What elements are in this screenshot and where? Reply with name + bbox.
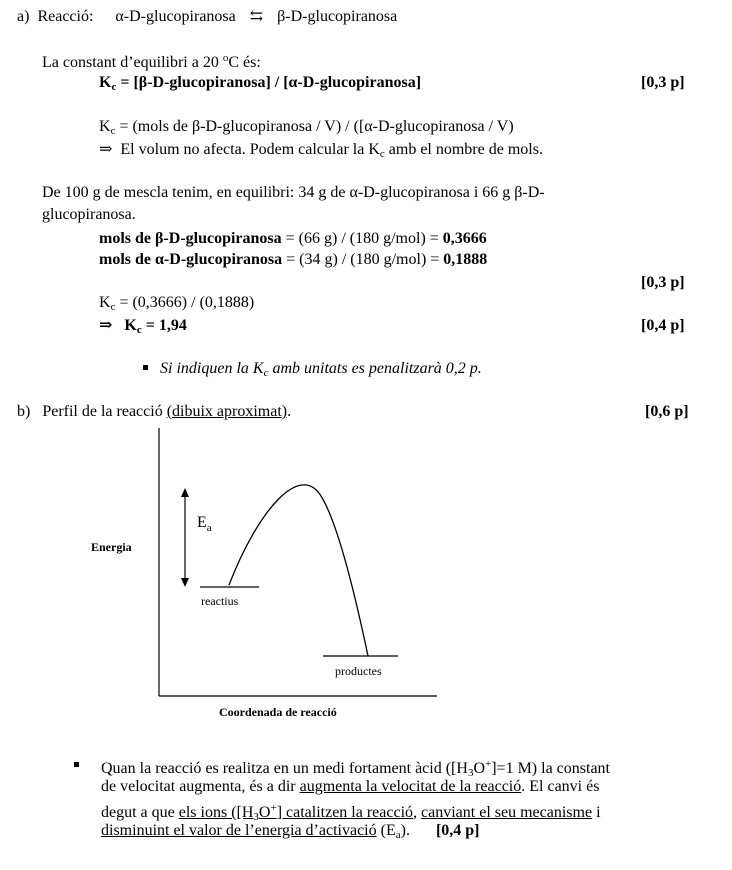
reactants-label: reactius	[201, 594, 239, 608]
mix-line-2: glucopiranosa.	[42, 206, 136, 223]
bullet-line-4: disminuint el valor de l’energia d’activació (Ea). [0,4 p]	[101, 822, 480, 841]
score-1: [0,3 p]	[641, 74, 685, 91]
alpha-reactant: α-D-glucopiranosa	[115, 8, 236, 25]
energy-curve	[229, 485, 368, 656]
kc-result-line: ⇒ Kc = 1,94	[99, 317, 187, 336]
mols-beta-line: mols de β-D-glucopiranosa = (66 g) / (180 g/mol) = 0,3666	[99, 230, 487, 247]
part-b-header: b) Perfil de la reacció (dibuix aproximat).	[17, 403, 292, 420]
implies-icon: ⇒	[99, 141, 113, 158]
bullet-square-icon	[74, 762, 79, 767]
ea-label: $E_a$	[197, 514, 212, 534]
kc-definition: Kc = [β-D-glucopiranosa] / [α-D-glucopiranosa]	[99, 74, 422, 93]
y-axis-label: Energia	[91, 540, 132, 554]
products-label: productes	[335, 664, 382, 678]
part-b-label: b)	[17, 403, 31, 420]
volume-line: ⇒ El volum no afecta. Podem calcular la Kc amb el nombre de mols.	[99, 141, 543, 160]
penalty-note: Si indiquen la Kc amb unitats es penalitzarà 0,2 p.	[143, 359, 482, 383]
mix-line-1: De 100 g de mescla tenim, en equilibri: 34 g de α-D-glucopiranosa i 66 g β-D-	[42, 184, 545, 201]
score-2: [0,3 p]	[641, 274, 685, 291]
ea-arrow-down-icon	[181, 578, 189, 587]
bullet-line-3: degut a que els ions ([H3O+] catalitzen la reacció, canviant el seu mecanisme i	[101, 802, 601, 823]
score-part-b: [0,6 p]	[645, 403, 689, 420]
implies-icon: ⇒	[99, 317, 113, 334]
kc-mols-line: Kc = (mols de β-D-glucopiranosa / V) / ([α-D-glucopiranosa / V)	[99, 118, 514, 137]
mols-alpha-line: mols de α-D-glucopiranosa = (34 g) / (180 g/mol) = 0,1888	[99, 251, 488, 268]
score-3: [0,4 p]	[641, 317, 685, 334]
score-bullet: [0,4 p]	[435, 822, 480, 839]
beta-product: β-D-glucopiranosa	[277, 8, 398, 25]
ea-arrow-up-icon	[181, 488, 189, 497]
part-a-label: a)	[17, 8, 30, 25]
approx-drawing-link: (dibuix aproximat)	[166, 403, 288, 420]
reaction-prefix: Reacció:	[37, 8, 94, 25]
bullet-line-1: Quan la reacció es realitza en un medi fortament àcid ([H3O+]=1 M) la constant	[101, 758, 610, 779]
const-intro-line: La constant d’equilibri a 20 $^o$C és:	[42, 52, 261, 71]
kc-calc-line: Kc = (0,3666) / (0,1888)	[99, 294, 255, 313]
equilibrium-arrow-icon: ⇆	[249, 8, 264, 25]
bullet-line-2: de velocitat augmenta, és a dir augmenta la velocitat de la reacció. El canvi és	[101, 778, 600, 795]
x-axis-label: Coordenada de reacció	[219, 705, 337, 719]
